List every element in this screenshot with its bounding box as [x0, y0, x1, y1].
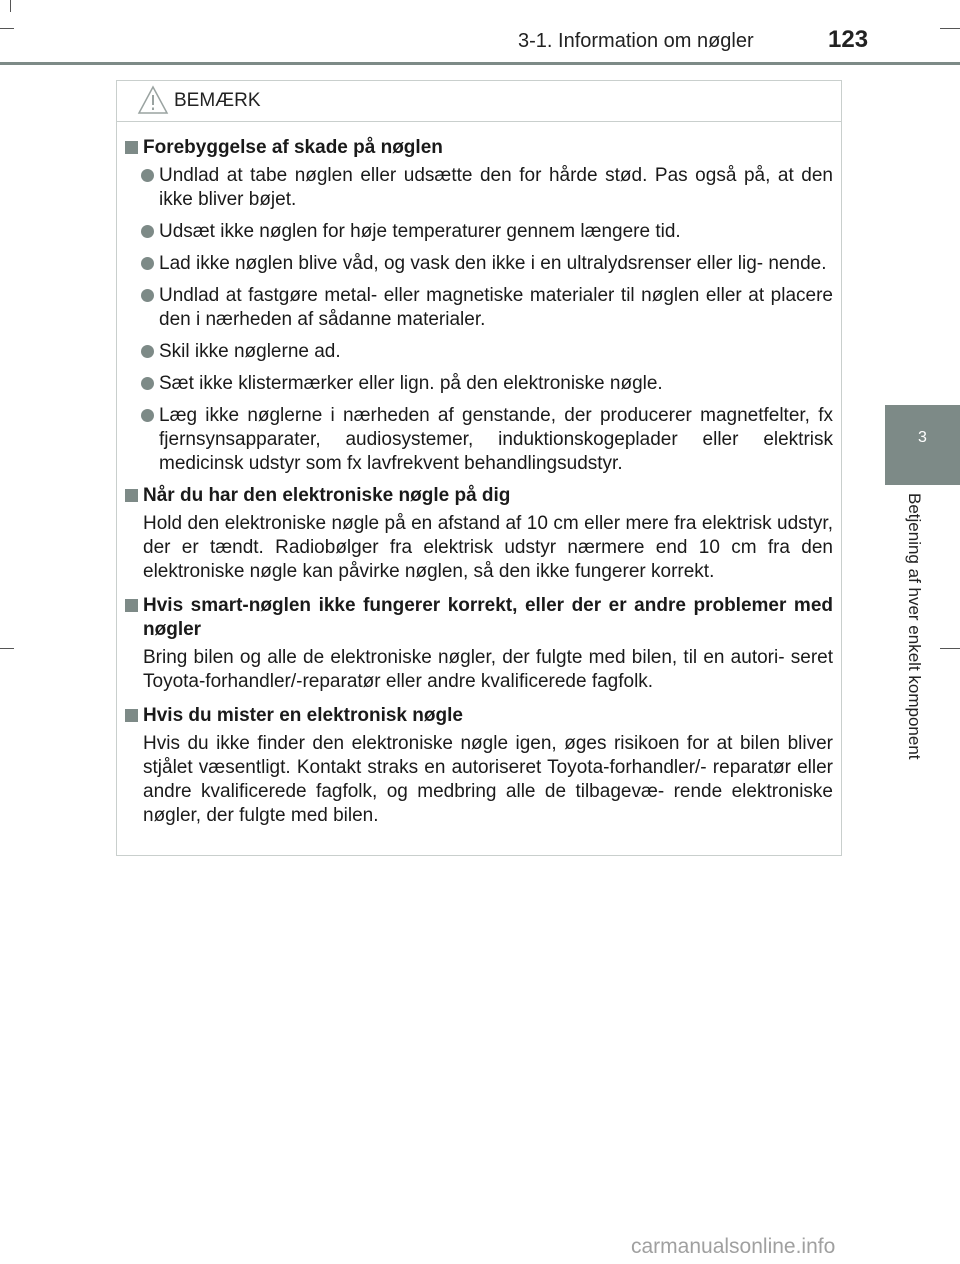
chapter-number: 3: [918, 429, 927, 446]
topic-heading-text: Når du har den elektroniske nøgle på dig: [143, 485, 511, 506]
crop-mark: [940, 28, 960, 29]
list-item-text: Sæt ikke klistermærker eller lign. på den elektroniske nøgle.: [159, 373, 663, 394]
topic-heading-text: Hvis du mister en elektronisk nøgle: [143, 705, 463, 726]
list-item: [125, 284, 833, 332]
list-item-text: Udsæt ikke nøglen for høje temperaturer gennem længere tid.: [159, 221, 681, 242]
chapter-label: Betjening af hver enkelt komponent: [905, 493, 924, 760]
topic-heading-text: Hvis smart-nøglen ikke fungerer korrekt, eller der er andre problemer med nøgler: [143, 595, 833, 640]
notice-body: [117, 122, 841, 828]
round-bullet-icon: [141, 169, 154, 182]
topic-paragraph: Hvis du ikke finder den elektroniske nøgle igen, øges risikoen for at bilen bliver stjålet væsentligt. Kontakt straks en autoriseret Toyota-forhandler/- reparatør eller andre kvalificerede fagfolk, og medbring alle de tilbagevæ- rende elektroniske nøgler, der fulgte med bilen.: [143, 733, 833, 826]
list-item-text: Læg ikke nøglerne i nærheden af genstande, der producerer magnetfelter, fx fjernsynsapparater, audiosystemer, induktionskogeplader eller elektrisk medicinsk udstyr som fx lavfrekvent behandlingsudstyr.: [159, 405, 833, 474]
list-item-text: Undlad at tabe nøglen eller udsætte den for hårde stød. Pas også på, at den ikke bliver bøjet.: [159, 165, 833, 210]
topic-heading: [125, 594, 833, 642]
topic-heading: [125, 704, 833, 728]
notice-title: BEMÆRK: [174, 90, 261, 111]
topic-paragraph: Bring bilen og alle de elektroniske nøgler, der fulgte med bilen, til en autori- seret Toyota-forhandler/-reparatør eller andre kvalificerede fagfolk.: [143, 647, 833, 692]
round-bullet-icon: [141, 289, 154, 302]
square-bullet-icon: [125, 489, 138, 502]
notice-box: [116, 80, 842, 856]
warning-triangle-icon: [137, 85, 169, 115]
list-item-text: Skil ikke nøglerne ad.: [159, 341, 341, 362]
list-item: [125, 252, 833, 276]
page-number: 123: [828, 26, 869, 53]
list-item: [125, 220, 833, 244]
topic-key-damage: [125, 136, 833, 476]
round-bullet-icon: [141, 257, 154, 270]
crop-mark: [0, 28, 14, 29]
square-bullet-icon: [125, 141, 138, 154]
topic-heading: [125, 136, 833, 160]
header-rule: [0, 62, 960, 65]
round-bullet-icon: [141, 225, 154, 238]
topic-lost-key: [125, 704, 833, 828]
list-item: [125, 164, 833, 212]
topic-heading: [125, 484, 833, 508]
crop-mark: [10, 0, 11, 12]
notice-header: [117, 81, 841, 122]
topic-key-malfunction: [125, 594, 833, 694]
list-item: [125, 372, 833, 396]
section-title: 3-1. Information om nøgler: [518, 30, 754, 52]
square-bullet-icon: [125, 599, 138, 612]
list-item: [125, 404, 833, 476]
list-item: [125, 340, 833, 364]
bullet-list: [125, 164, 833, 476]
chapter-tab: [885, 405, 960, 485]
list-item-text: Lad ikke nøglen blive våd, og vask den ikke i en ultralydsrenser eller lig- nende.: [159, 253, 827, 274]
round-bullet-icon: [141, 409, 154, 422]
topic-paragraph: Hold den elektroniske nøgle på en afstand af 10 cm eller mere fra elektrisk udstyr, der er tændt. Radiobølger fra elektrisk udstyr nærmere end 10 cm fra den elektroniske nøgle kan påvirke nøglen, så den ikke fungerer korrekt.: [143, 513, 833, 582]
topic-carrying-key: [125, 484, 833, 584]
topic-heading-text: Forebyggelse af skade på nøglen: [143, 137, 443, 158]
round-bullet-icon: [141, 345, 154, 358]
square-bullet-icon: [125, 709, 138, 722]
list-item-text: Undlad at fastgøre metal- eller magnetiske materialer til nøglen eller at placere den i nærheden af sådanne materialer.: [159, 285, 833, 330]
round-bullet-icon: [141, 377, 154, 390]
watermark: carmanualsonline.info: [631, 1235, 836, 1258]
crop-mark: [0, 648, 14, 649]
crop-mark: [940, 648, 960, 649]
